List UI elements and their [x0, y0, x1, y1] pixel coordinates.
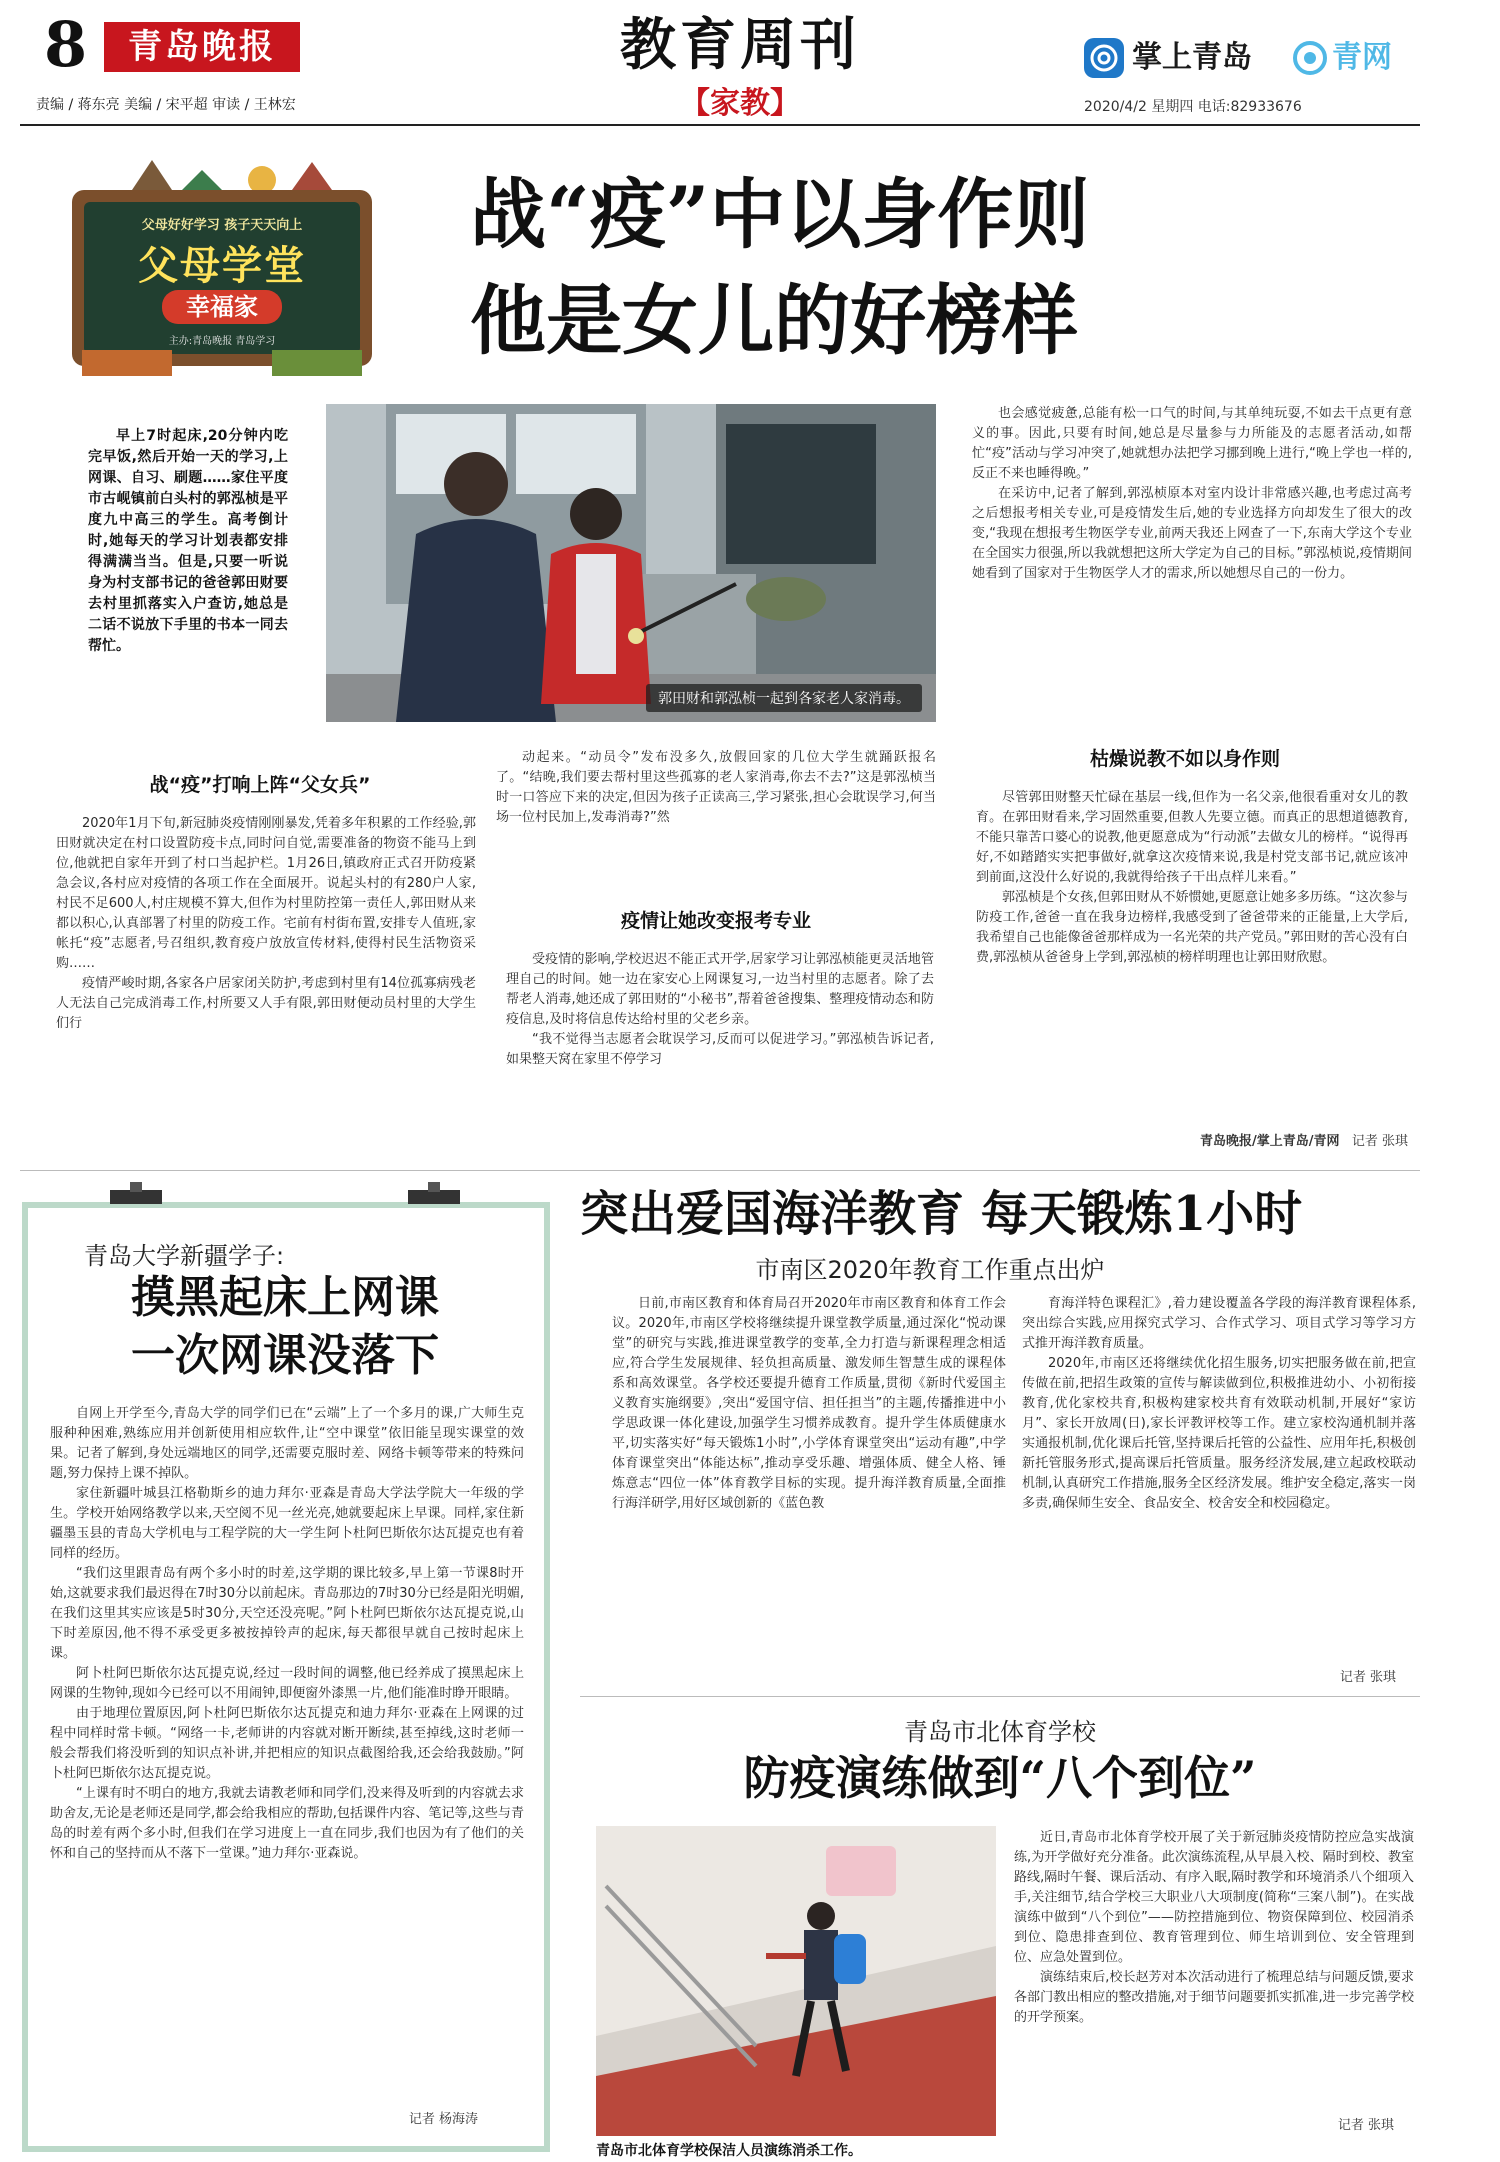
story-2-body — [50, 1404, 524, 2104]
logo-subtitle: 幸福家 — [162, 290, 282, 324]
story-2-headline-2: 一次网课没落下 — [131, 1330, 439, 1381]
section-3-title: 枯燥说教不如以身作则 — [1089, 748, 1280, 770]
story-2-p6: “上课有时不明白的地方,我就去请教老师和同学们,没来得及听到的内容就去求助舍友,无论是老师还是同学,都会给我相应的帮助,包括课件内容、笔记等,这些与青岛的时差有两个多小时,但我们在学习进度上一直在同步,我们也因为有了他们的关怀和自己的坚持而从不落下一堂课。”迪力拜尔·亚森说。 — [50, 1786, 524, 1861]
app-name: 掌上青岛 — [1132, 40, 1252, 75]
section-title: 教育周刊 — [620, 12, 860, 78]
logo-slogan: 父母好好学习 孩子天天向上 — [141, 218, 303, 233]
section-1-p2: 疫情严峻时期,各家各户居家闭关防护,考虑到村里有14位孤寡病残老人无法自己完成消毒工作,村所要又人手有限,郭田财便动员村里的大学生们行 — [56, 976, 476, 1031]
header-rule — [20, 124, 1420, 126]
main-col2-top-p: 动起来。“动员令”发布没多久,放假回家的几位大学生就踊跃报名了。“结晚,我们要去帮村里这些孤寡的老人家消毒,你去不去?”这是郭泓桢当时一口答应下来的决定,但因为孩子正读高三,学习紧张,担心会耽误学习,何当场一位村民加上,发毒消毒?”然 — [496, 750, 936, 825]
story-2-p1: 自网上开学至今,青岛大学的同学们已在“云端”上了一个多月的课,广大师生克服种种困难,熟练应用并创新使用相应软件,让“空中课堂”依旧能呈现实课堂的效果。记者了解到,身处远端地区的同学,还需要克服时差、网络卡顿等带来的特殊问题,努力保持上课不掉队。 — [50, 1406, 524, 1481]
main-headline-line-1: 战“疫”中以身作则 — [470, 170, 1090, 259]
signature-reporter: 记者 张琪 — [1351, 1134, 1408, 1149]
story-3-subhead: 市南区2020年教育工作重点出炉 — [755, 1256, 1105, 1284]
main-col3-top-p1: 也会感觉疲惫,总能有松一口气的时间,与其单纯玩耍,不如去干点更有意义的事。因此,只要有时间,她总是尽量参与力所能及的志愿者活动,如帮忙“疫”活动与学习冲突了,她就想办法把学习挪到晚上进行,“晚上学也一样的,反正不来也睡得晚。” — [972, 406, 1412, 481]
main-col3-top — [972, 404, 1412, 728]
section-3-p2: 郭泓桢是个女孩,但郭田财从不娇惯她,更愿意让她多多历练。“这次参与防疫工作,爸爸一直在我身边榜样,我感受到了爸爸带来的正能量,上大学后,我希望自己也能像爸爸那样成为一名光荣的共产党员。”郭田财的苦心没有白费,郭泓桢从爸爸身上学到,郭泓桢的榜样明理也让郭田财欣慰。 — [976, 890, 1408, 965]
clip-left-icon — [106, 1180, 166, 1210]
main-col3-top-p2: 在采访中,记者了解到,郭泓桢原本对室内设计非常感兴趣,也考虑过高考之后想报考相关专业,可是疫情发生后,她的专业选择方向却发生了很大的改变,“我现在想报考生物医学专业,前两天我还上网查了一下,东南大学这个专业在全国实力很强,所以我就想把这所大学定为自己的目标。”郭泓桢说,疫情期间她看到了国家对于生物医学人才的需求,所以她想尽自己的一份力。 — [972, 486, 1412, 581]
main-headline-line-2: 他是女儿的好榜样 — [470, 276, 1078, 365]
story-3-col2 — [1022, 1294, 1416, 1672]
story-4-p2: 演练结束后,校长赵芳对本次活动进行了梳理总结与问题反馈,要求各部门教出相应的整改措施,对于细节问题要抓实抓准,进一步完善学校的开学预案。 — [1014, 1970, 1414, 2025]
story-4-kicker: 青岛市北体育学校 — [904, 1718, 1096, 1746]
parents-class-logo — [62, 150, 382, 386]
logo-footer: 主办:青岛晚报 青岛学习 — [168, 336, 276, 347]
paper-name-logo: 青岛晚报 — [104, 22, 300, 72]
story-3-p3: 2020年,市南区还将继续优化招生服务,切实把服务做在前,把宣传做在前,把招生政策的宣传与解读做到位,积极推进幼小、小初衔接教育,优化家校共育,积极构建家校共育有效联动机制,开展好“家访月”、家长开放周(日),家长评教评校等工作。建立家校沟通机制并落实通报机制,优化课后托管,坚持课后托管的公益性、应用年托,积极创新托管服务形式,提高课后托管质量。服务经济发展,建立起政校联动机制,认真研究工作措施,服务全区经济发展。维护安全稳定,落实一岗多责,确保师生安全、食品安全、校舍安全和校园稳定。 — [1022, 1356, 1416, 1511]
story-2-p5: 由于地理位置原因,阿卜杜阿巴斯依尔达瓦提克和迪力拜尔·亚森在上网课的过程中同样时常卡顿。“网络一卡,老师讲的内容就对断开断续,甚至掉线,这时老师一般会帮我们将没听到的知识点补讲,并把相应的知识点截图给我,还会给我鼓励。”阿卜杜阿巴斯依尔达瓦提克说。 — [50, 1706, 524, 1781]
page-number: 8 — [44, 8, 88, 81]
section-2-body — [506, 950, 934, 1160]
section-1-body — [56, 814, 476, 1166]
story-4-p1: 近日,青岛市北体育学校开展了关于新冠肺炎疫情防控应急实战演练,为开学做好充分准备。此次演练流程,从早晨入校、隔时到校、教室路线,隔时午餐、课后活动、有序入眠,隔时教学和环境消杀八个细项入手,关注细节,结合学校三大职业八大项制度(简称“三案八制”)。在实战演练中做到“八个到位”——防控措施到位、物资保障到位、校园消杀到位、隐患排查到位、教育管理到位、师生培训到位、安全管理到位、应急处置到位。 — [1014, 1830, 1414, 1965]
story-3-p2: 育海洋特色课程汇》,着力建设覆盖各学段的海洋教育课程体系,突出综合实践,应用探究式学习、合作式学习、项目式学习等学习方式推开海洋教育质量。 — [1022, 1296, 1416, 1351]
story-4-reporter: 记者 张琪 — [1337, 2118, 1394, 2133]
logo-title: 父母学堂 — [138, 242, 306, 289]
story-2-p3: “我们这里跟青岛有两个多小时的时差,这学期的课比较多,早上第一节课8时开始,这就要求我们最迟得在7时30分以前起床。青岛那边的7时30分已经是阳光明媚,在我们这里其实应该是5时30分,天空还没亮呢。”阿卜杜阿巴斯依尔达瓦提克说,山下时差原因,他不得不承受更多被按掉铃声的起床,每天都很早就自己按时起床上课。 — [50, 1566, 524, 1661]
section-subtitle: 【家教】 — [680, 86, 800, 121]
editor-credits: 责编 / 蒋东亮 美编 / 宋平超 审读 / 王林宏 — [36, 97, 296, 113]
divider-main-bottom — [20, 1170, 1420, 1171]
qingwang-logo: 青网 — [1332, 40, 1392, 75]
main-photo — [326, 404, 936, 722]
divider-story-3 — [580, 1696, 1420, 1697]
story-3-reporter: 记者 张琪 — [1339, 1670, 1396, 1685]
main-lead — [88, 426, 288, 716]
story-4-body — [1014, 1828, 1414, 2110]
clip-right-icon — [404, 1180, 464, 1210]
section-3-p1: 尽管郭田财整天忙碌在基层一线,但作为一名父亲,他很看重对女儿的教育。在郭田财看来,学习固然重要,但教人先要立德。而真正的思想道德教育,不能只靠苦口婆心的说教,他更愿意成为“行动派”去做女儿的榜样。“说得再好,不如踏踏实实把事做好,就拿这次疫情来说,我是村党支部书记,就应该冲到前面,这没什么好说的,我就得给孩子干出点样儿来看。” — [976, 790, 1408, 885]
story-3-headline: 突出爱国海洋教育 每天锻炼1小时 — [580, 1186, 1303, 1242]
section-3-body — [976, 788, 1408, 1128]
disinfection-scene-illustration — [326, 404, 936, 722]
section-2-p1: 受疫情的影响,学校迟迟不能正式开学,居家学习让郭泓桢能更灵活地管理自己的时间。她一边在家安心上网课复习,一边当村里的志愿者。除了去帮老人消毒,她还成了郭田财的“小秘书”,帮着爸爸搜集、整理疫情动态和防疫信息,及时将信息传达给村里的父老乡亲。 — [506, 952, 934, 1027]
stairwell-disinfection-illustration — [596, 1826, 996, 2136]
story-2-headline-1: 摸黑起床上网课 — [131, 1272, 439, 1323]
section-1-title: 战“疫”打响上阵“父女兵” — [149, 774, 371, 796]
story-4-photo-caption: 青岛市北体育学校保洁人员演练消杀工作。 — [596, 2143, 862, 2159]
story-4-photo — [596, 1826, 996, 2136]
story-2-p2: 家住新疆叶城县江格勒斯乡的迪力拜尔·亚森是青岛大学法学院大一年级的学生。学校开始网络教学以来,天空阅不见一丝光亮,她就要起床上早课。同样,家住新疆墨玉县的青岛大学机电与工程学院的大一学生阿卜杜阿巴斯依尔达瓦提克也有着同样的经历。 — [50, 1486, 524, 1561]
main-col2-top — [496, 748, 936, 888]
section-2-p2: “我不觉得当志愿者会耽误学习,反而可以促进学习。”郭泓桢告诉记者,如果整天窝在家里不停学习 — [506, 1032, 934, 1067]
story-2-reporter: 记者 杨海涛 — [408, 2112, 478, 2127]
main-photo-caption: 郭田财和郭泓桢一起到各家老人家消毒。 — [646, 684, 922, 712]
qingwang-icon — [1290, 38, 1330, 78]
main-story-signature — [976, 1130, 1408, 1149]
main-lead-text: 早上7时起床,20分钟内吃完早饭,然后开始一天的学习,上网课、自习、刷题……家住平度市古岘镇前白头村的郭泓桢是平度九中高三的学生。高考倒计时,她每天的学习计划表都安排得满满当当。但是,只要一听说身为村支部书记的爸爸郭田财要去村里抓落实入户查访,她总是二话不说放下手里的书本一同去帮忙。 — [88, 428, 288, 654]
app-logo-icon — [1084, 38, 1124, 78]
masthead — [0, 0, 1500, 130]
story-3-p1: 日前,市南区教育和体育局召开2020年市南区教育和体育工作会议。2020年,市南区学校将继续提升课堂教学质量,通过深化“悦动课堂”的研究与实践,推进课堂教学的变革,全力打造与新课程理念相适应,符合学生发展规律、轻负担高质量、激发师生智慧生成的课程体系和高效课堂。各学校还要提升德育工作质量,贯彻《新时代爱国主义教育实施纲要》,突出“爱国守信、担任担当”的主题,传播推进中小学思政课一体化建设,加强学生习惯养成教育。提升学生体质健康水平,切实落实好“每天锻炼1小时”,小学体育课堂突出“运动有趣”,中学体育课堂突出“体能达标”,推动享受乐趣、增强体质、健全人格、锤炼意志“四位一体”体育教学目标的实现。提升海洋教育质量,全面推行海洋研学,用好区域创新的《蓝色教 — [612, 1296, 1006, 1511]
story-2-p4: 阿卜杜阿巴斯依尔达瓦提克说,经过一段时间的调整,他已经养成了摸黑起床上网课的生物钟,现如今已经可以不用闹钟,即便窗外漆黑一片,他们能准时睁开眼睛。 — [50, 1666, 524, 1701]
story-2-kicker: 青岛大学新疆学子: — [84, 1242, 285, 1270]
story-3-col1 — [612, 1294, 1006, 1672]
story-4-headline: 防疫演练做到“八个到位” — [743, 1751, 1257, 1805]
section-1-p1: 2020年1月下旬,新冠肺炎疫情刚刚暴发,凭着多年积累的工作经验,郭田财就决定在村口设置防疫卡点,同时问自觉,需要准备的物资不能马上到位,他就把自家年开到了村口当起护栏。1月26日,镇政府正式召开防疫紧急会议,各村应对疫情的各项工作在全面展开。说起头村的有280户人家,村民不足600人,村庄规模不算大,但作为村里防控第一责任人,郭田财从来都以积心,认真部署了村里的防疫工作。宅前有村街布置,安排专人值班,家帐托“疫”志愿者,号召组织,教育疫户放放宣传材料,使得村民生活物资采购…… — [56, 816, 476, 971]
date-line: 2020/4/2 星期四 电话:82933676 — [1084, 99, 1302, 115]
section-2-title: 疫情让她改变报考专业 — [620, 910, 811, 932]
signature-source: 青岛晚报/掌上青岛/青网 — [1199, 1134, 1340, 1149]
